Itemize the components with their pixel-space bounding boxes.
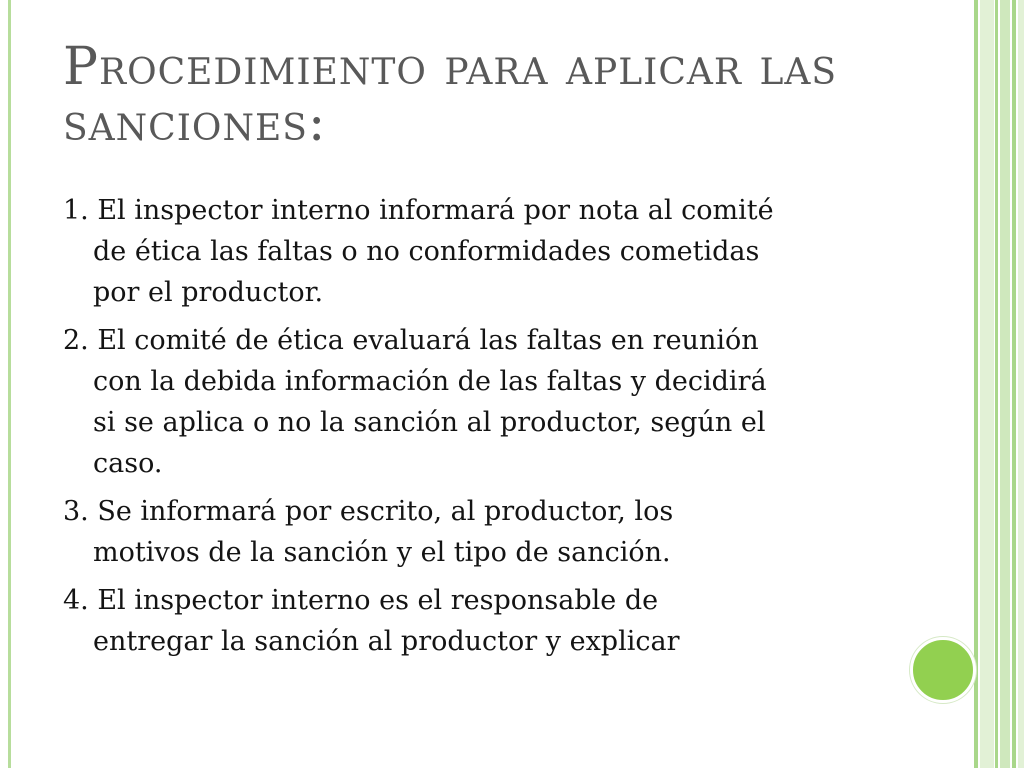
list-item-line: si se aplica o no la sanción al productor, según el — [93, 407, 766, 438]
list-item-line: motivos de la sanción y el tipo de sanción. — [93, 537, 671, 568]
list-item — [63, 580, 943, 662]
list-item-line: 4. El inspector interno es el responsable de — [63, 585, 659, 616]
right-decor-stripe — [980, 0, 994, 768]
list-item-line: 2. El comité de ética evaluará las faltas en reunión — [63, 325, 759, 356]
list-item-line: caso. — [93, 448, 163, 479]
right-decor-stripe — [1012, 0, 1016, 768]
right-decor-stripe — [974, 0, 978, 768]
list-item — [63, 491, 943, 573]
slide-title-line: sanciones: — [63, 93, 327, 153]
slide-body — [63, 190, 943, 669]
list-item-line: 1. El inspector interno informará por nota al comité — [63, 195, 774, 226]
slide-title — [63, 39, 837, 151]
right-decor-stripe — [1018, 0, 1024, 768]
right-decor-stripe — [995, 0, 998, 768]
left-frame-rule — [8, 0, 11, 768]
list-item-line: con la debida información de las faltas y decidirá — [93, 366, 767, 397]
green-circle-decoration — [910, 637, 976, 703]
list-item — [63, 320, 943, 484]
right-decor-stripe — [1000, 0, 1010, 768]
list-item-line: por el productor. — [93, 277, 324, 308]
list-item — [63, 190, 943, 313]
list-item-line: 3. Se informará por escrito, al productor, los — [63, 496, 674, 527]
list-item-line: entregar la sanción al productor y explicar — [93, 626, 680, 657]
slide-title-line: Procedimiento para aplicar las — [63, 37, 838, 97]
list-item-line: de ética las faltas o no conformidades cometidas — [93, 236, 760, 267]
